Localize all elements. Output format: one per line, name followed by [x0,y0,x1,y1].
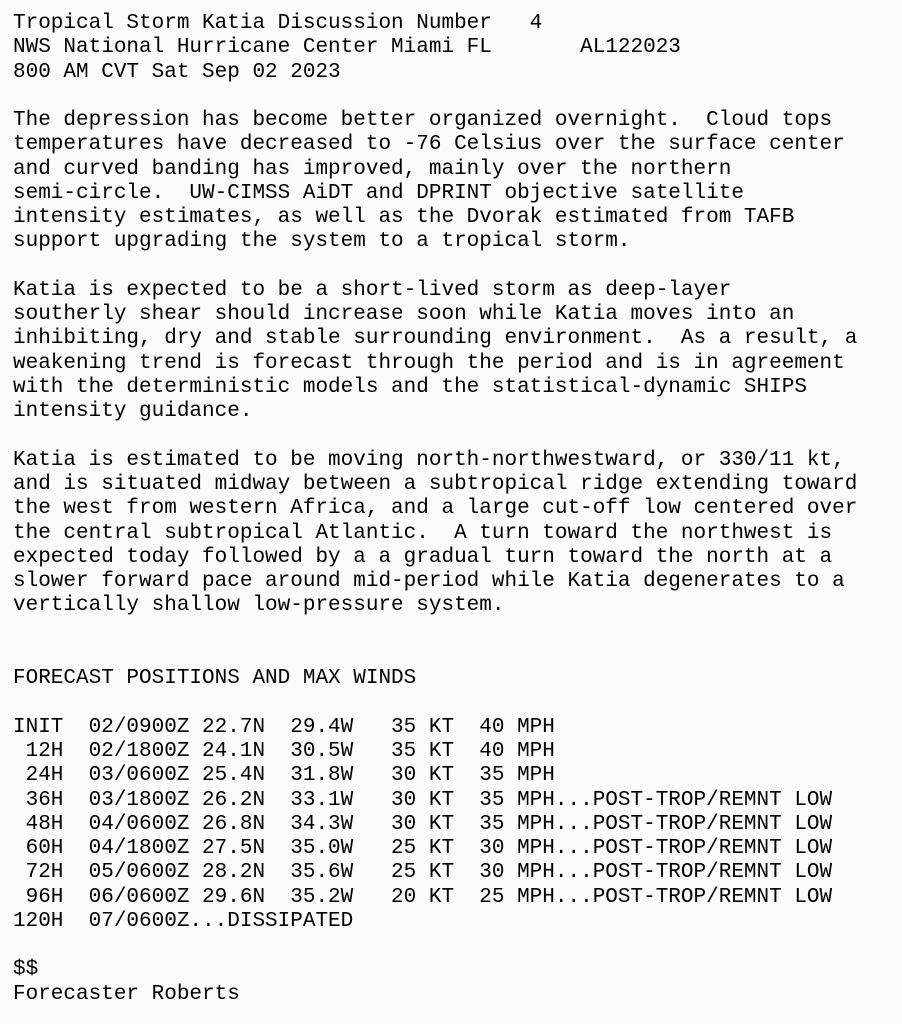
blank-line [13,255,892,279]
forecast-row: 60H 04/1800Z 27.5N 35.0W 25 KT 30 MPH...POST-TROP/REMNT LOW [13,837,833,861]
blank-line [13,691,892,715]
paragraph-line: The depression has become better organized overnight. Cloud tops [13,109,833,133]
paragraph-line: temperatures have decreased to -76 Celsius over the surface center [13,133,845,157]
forecast-row: 72H 05/0600Z 28.2N 35.6W 25 KT 30 MPH...POST-TROP/REMNT LOW [13,861,833,885]
paragraph-line: Katia is estimated to be moving north-northwestward, or 330/11 kt, [13,448,845,472]
paragraph-line: support upgrading the system to a tropical storm. [13,230,631,254]
paragraph-line: weakening trend is forecast through the period and is in agreement [13,351,845,375]
paragraph-line: semi-circle. UW-CIMSS AiDT and DPRINT objective satellite [13,181,744,205]
end-of-product-marker: $$ [13,958,39,982]
paragraph-line: vertically shallow low-pressure system. [13,594,505,618]
forecast-row: 96H 06/0600Z 29.6N 35.2W 20 KT 25 MPH...POST-TROP/REMNT LOW [13,885,833,909]
forecast-row: INIT 02/0900Z 22.7N 29.4W 35 KT 40 MPH [13,715,555,739]
discussion-body [13,109,892,619]
blank-line [13,934,892,958]
paragraph-line: and curved banding has improved, mainly over the northern [13,157,732,181]
paragraph-line: southerly shear should increase soon while Katia moves into an [13,303,795,327]
paragraph-line: intensity guidance. [13,400,253,424]
forecast-row: 24H 03/0600Z 25.4N 31.8W 30 KT 35 MPH [13,764,555,788]
forecast-row: 48H 04/0600Z 26.8N 34.3W 30 KT 35 MPH...POST-TROP/REMNT LOW [13,812,833,836]
blank-line [13,643,892,667]
forecast-row: 120H 07/0600Z...DISSIPATED [13,909,354,933]
paragraph-line: and is situated midway between a subtropical ridge extending toward [13,473,858,497]
paragraph-line: intensity estimates, as well as the Dvorak estimated from TAFB [13,206,795,230]
paragraph-line: the west from western Africa, and a large cut-off low centered over [13,497,858,521]
issuance-time-line: 800 AM CVT Sat Sep 02 2023 [13,60,341,84]
blank-line [13,85,892,109]
product-title-line: Tropical Storm Katia Discussion Number 4 [13,12,543,35]
paragraph-line: expected today followed by a a gradual turn toward the north at a [13,545,833,569]
forecast-table [13,716,892,934]
forecast-section-title: FORECAST POSITIONS AND MAX WINDS [13,667,417,691]
forecaster-signature: Forecaster Roberts [13,982,240,1006]
forecast-row: 12H 02/1800Z 24.1N 30.5W 35 KT 40 MPH [13,739,555,763]
paragraph-line: inhibiting, dry and stable surrounding environment. As a result, a [13,327,858,351]
forecast-row: 36H 03/1800Z 26.2N 33.1W 30 KT 35 MPH...POST-TROP/REMNT LOW [13,788,833,812]
blank-line [13,425,892,449]
blank-line [13,619,892,643]
paragraph-line: the central subtropical Atlantic. A turn toward the northwest is [13,521,833,545]
issuing-office-line: NWS National Hurricane Center Miami FL AL122023 [13,36,681,60]
paragraph-line: with the deterministic models and the statistical-dynamic SHIPS [13,375,807,399]
paragraph-line: Katia is expected to be a short-lived storm as deep-layer [13,278,732,302]
paragraph-line: slower forward pace around mid-period while Katia degenerates to a [13,570,845,594]
